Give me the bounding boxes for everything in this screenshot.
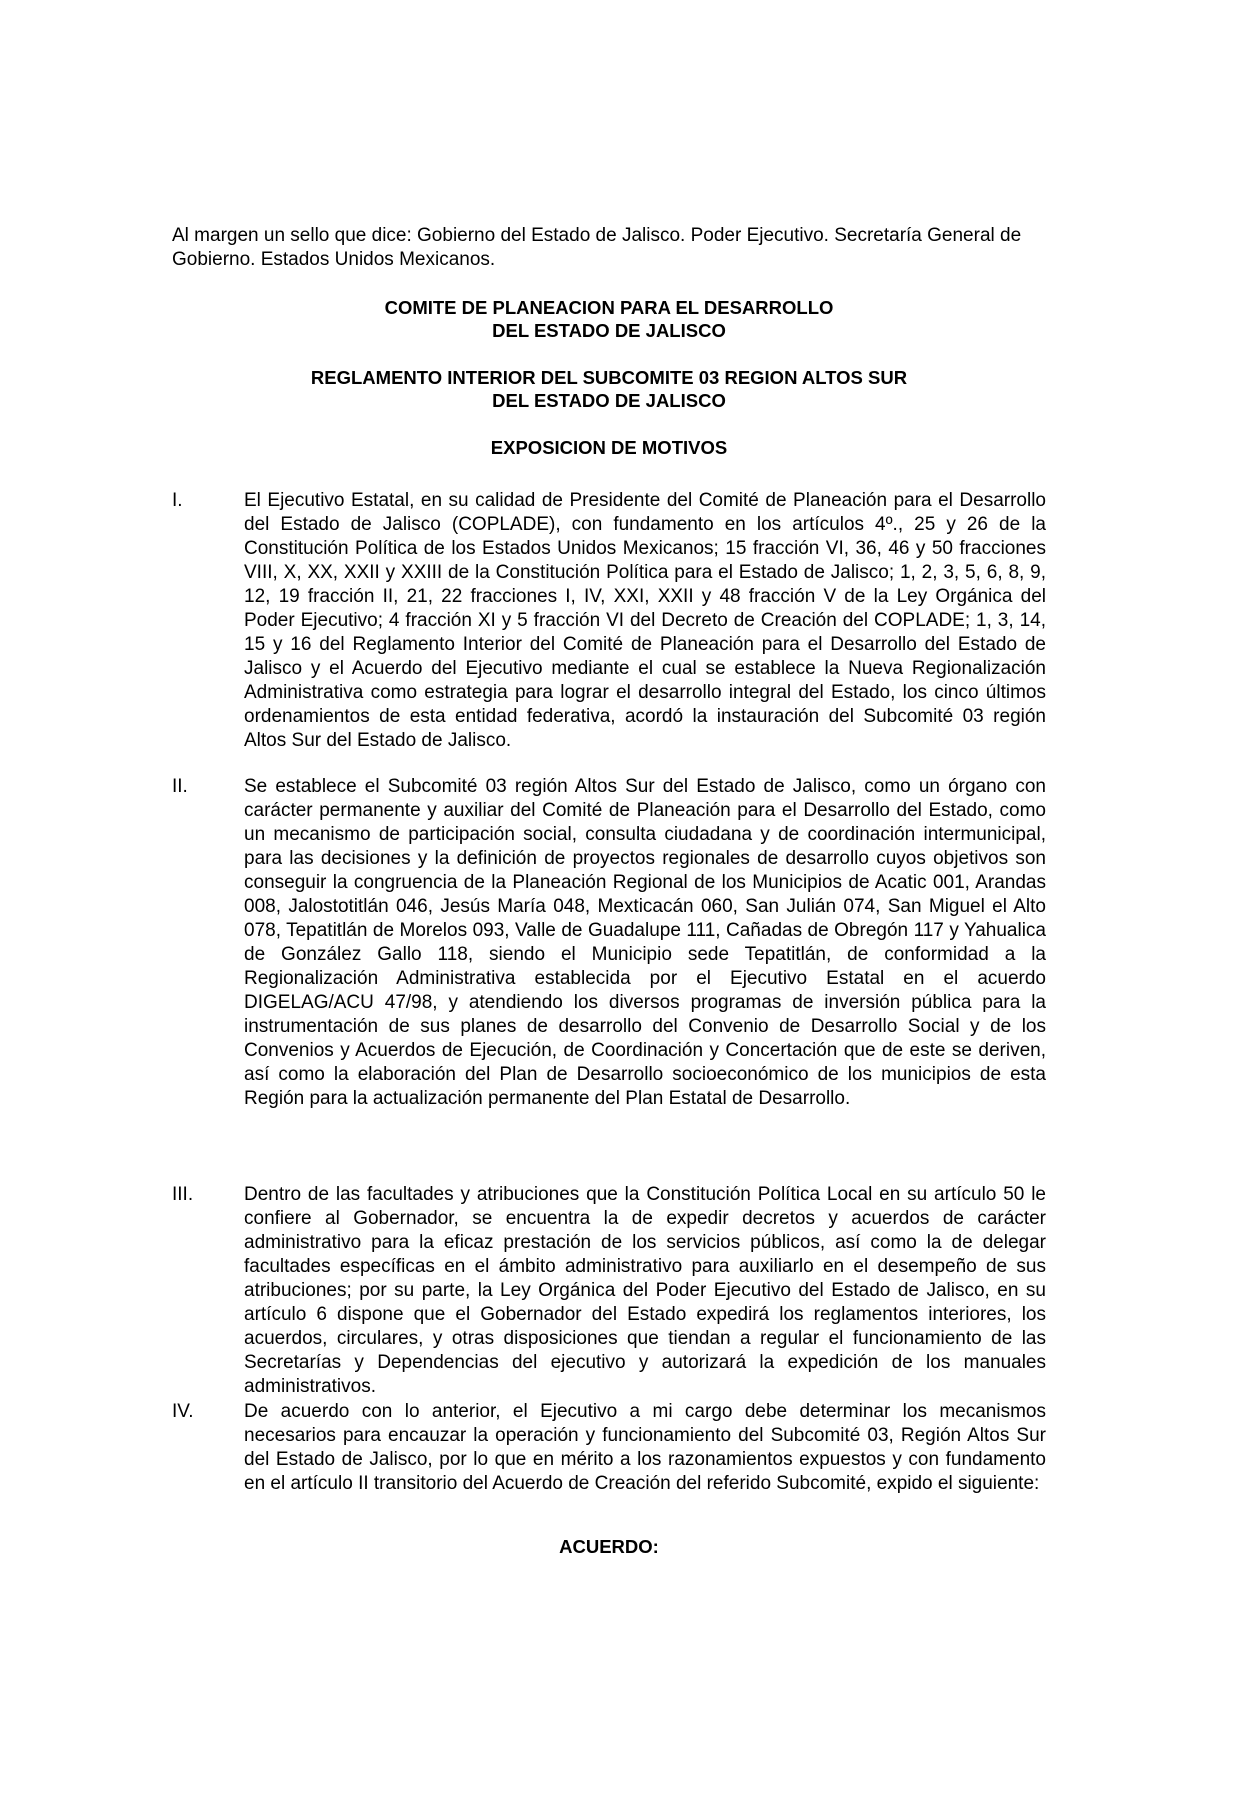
clause-number: II. (172, 776, 188, 797)
clause-text: Se establece el Subcomité 03 región Altos Sur del Estado de Jalisco, como un órgano con carácter permanente y auxiliar del Comité de Planeación para el Desarrollo del Estado, como un mecanismo de participación social, consulta ciudadana y de coordinación intermunicipal, para las decisiones y la definición de proyectos regionales de desarrollo cuyos objetivos son conseguir la congruencia de la Planeación Regional de los Municipios de Acatic 001, Arandas 008, Jalostotitlán 046, Jesús María 048, Mexticacán 060, San Julián 074, San Miguel el Alto 078, Tepatitlán de Morelos 093, Valle de Guadalupe 111, Cañadas de Obregón 117 y Yahualica de González Gallo 118, siendo el Municipio sede Tepatitlán, de conformidad a la Regionalización Administrativa establecida por el Ejecutivo Estatal en el acuerdo DIGELAG/ACU 47/98, y atendiendo los diversos programas de inversión pública para la instrumentación de sus planes de desarrollo del Convenio de Desarrollo Social y de los Convenios y Acuerdos de Ejecución, de Coordinación y Concertación que de este se deriven, así como la elaboración del Plan de Desarrollo socioeconómico de los municipios de esta Región para la actualización permanente del Plan Estatal de Desarrollo. (244, 776, 1046, 1109)
regulation-heading-line-1: REGLAMENTO INTERIOR DEL SUBCOMITE 03 REGION ALTOS SUR (310, 367, 908, 388)
clause-2 (172, 775, 1046, 1111)
committee-heading (172, 296, 1046, 342)
committee-heading-line-2: DEL ESTADO DE JALISCO (492, 320, 726, 341)
clause-number: III. (172, 1184, 194, 1205)
clause-1 (172, 489, 1046, 753)
clause-text: El Ejecutivo Estatal, en su calidad de Presidente del Comité de Planeación para el Desarrollo del Estado de Jalisco (COPLADE), con fundamento en los artículos 4º., 25 y 26 de la Constitución Política de los Estados Unidos Mexicanos; 15 fracción VI, 36, 46 y 50 fracciones VIII, X, XX, XXII y XXIII de la Constitución Política para el Estado de Jalisco; 1, 2, 3, 5, 6, 8, 9, 12, 19 fracción II, 21, 22 fracciones I, IV, XXI, XXII y 48 fracción V de la Ley Orgánica del Poder Ejecutivo; 4 fracción XI y 5 fracción VI del Decreto de Creación del COPLADE; 1, 3, 14, 15 y 16 del Reglamento Interior del Comité de Planeación para el Desarrollo del Estado de Jalisco y el Acuerdo del Ejecutivo mediante el cual se establece la Nueva Regionalización Administrativa como estrategia para lograr el desarrollo integral del Estado, los cinco últimos ordenamientos de esta entidad federativa, acordó la instauración del Subcomité 03 región Altos Sur del Estado de Jalisco. (244, 490, 1046, 751)
regulation-heading-line-2: DEL ESTADO DE JALISCO (492, 390, 726, 411)
regulation-heading (172, 366, 1046, 412)
clause-text: Dentro de las facultades y atribuciones que la Constitución Política Local en su artículo 50 le confiere al Gobernador, se encuentra la de expedir decretos y acuerdos de carácter administrativo para la eficaz prestación de los servicios públicos, así como la de delegar facultades específicas en el ámbito administrativo para auxiliarlo en el desempeño de sus atribuciones; por su parte, la Ley Orgánica del Poder Ejecutivo del Estado de Jalisco, en su artículo 6 dispone que el Gobernador del Estado expedirá los reglamentos interiores, los acuerdos, circulares, y otras disposiciones que tiendan a regular el funcionamiento de las Secretarías y Dependencias del ejecutivo y autorizará la expedición de los manuales administrativos. (244, 1184, 1046, 1397)
intro-paragraph: Al margen un sello que dice: Gobierno del Estado de Jalisco. Poder Ejecutivo. Secretaría General de Gobierno. Estados Unidos Mexicanos. (172, 225, 1022, 270)
section-title: EXPOSICION DE MOTIVOS (490, 437, 728, 458)
committee-heading-line-1: COMITE DE PLANEACION PARA EL DESARROLLO (384, 297, 834, 318)
clause-number: IV. (172, 1401, 194, 1422)
clause-4 (172, 1400, 1046, 1496)
clause-3 (172, 1183, 1046, 1399)
agreement-title: ACUERDO: (559, 1536, 659, 1557)
clause-number: I. (172, 490, 183, 511)
clause-text: De acuerdo con lo anterior, el Ejecutivo a mi cargo debe determinar los mecanismos necesarios para encauzar la operación y funcionamiento del Subcomité 03, Región Altos Sur del Estado de Jalisco, por lo que en mérito a los razonamientos expuestos y con fundamento en el artículo II transitorio del Acuerdo de Creación del referido Subcomité, expido el siguiente: (244, 1401, 1046, 1494)
